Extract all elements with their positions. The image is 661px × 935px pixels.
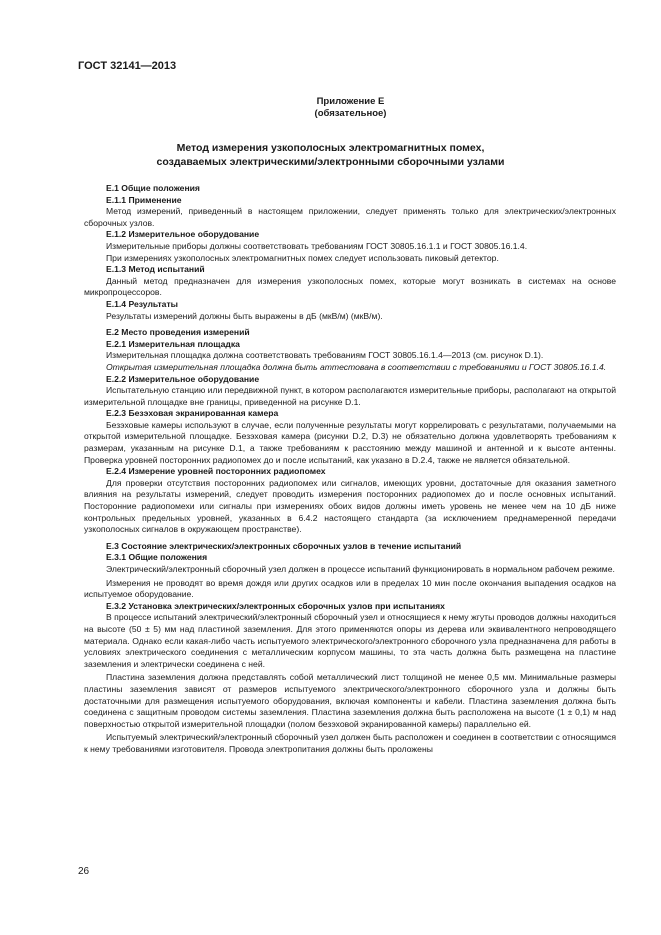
subsection-heading-e22: Е.2.2 Измерительное оборудование [106,373,260,384]
subsection-heading-e12: Е.1.2 Измерительное оборудование [106,229,260,240]
subsection-heading-e21: Е.2.1 Измерительная площадка [106,338,240,349]
subsection-heading-e14: Е.1.4 Результаты [106,298,178,309]
document-body [84,183,616,756]
paragraph-e12-2: При измерениях узкополосных электромагнитных помех следует использовать пиковый детектор. [106,252,499,263]
paragraph-e32-1: В процессе испытаний электрический/электронный сборочный узел и относящиеся к нему жгуты проводов должны находиться на высоте (50 ± 5) мм над пластиной заземления. Для этого применяются опоры из дерева или эквивалентного непроводящего материала. Однако если какая-либо часть испытуемого электрического/электронного сборочного узла предназначена для работы в условиях электрического соединения с металлическим корпусом машины, то эта часть должна быть размещена на пластине заземления и электрически соединена с ней. [84,612,616,669]
subsection-heading-e32: Е.3.2 Установка электрических/электронных сборочных узлов при испытаниях [106,600,445,611]
annex-heading [0,96,661,120]
annex-status: (обязательное) [314,108,387,119]
annex-title: Приложение Е [316,96,385,107]
paragraph-e21-1: Измерительная площадка должна соответствовать требованиям ГОСТ 30805.16.1.4—2013 (см. рисунок D.1). [106,350,544,361]
subsection-heading-e13: Е.1.3 Метод испытаний [106,264,205,275]
paragraph-e31-2: Измерения не проводят во время дождя или других осадков или в пределах 10 мин после окончания выпадения осадков на испытуемое оборудование. [84,577,616,600]
subsection-heading-e23: Е.2.3 Безэховая экранированная камера [106,408,279,419]
paragraph-e21-2: Открытая измерительная площадка должна быть аттестована в соответствии с требованиями и ГОСТ 30805.16.1.4. [106,361,607,372]
paragraph-e11-1: Метод измерений, приведенный в настоящем приложении, следует применять только для электрических/электронных сборочных узлов. [84,206,616,228]
annex-main-title [78,141,583,169]
paragraph-e22-1: Испытательную станцию или передвижной пункт, в котором располагаются измерительные приборы, располагают на открытой измерительной площадке вне границы, приведенной на рисунке D.1. [84,385,616,407]
title-line-1: Метод измерения узкополосных электромагнитных помех, [176,142,485,154]
page-number: 26 [78,866,90,877]
paragraph-e13-1: Данный метод предназначен для измерения узкополосных помех, которые могут возникать в системах на основе микропроцессоров. [84,275,616,298]
paragraph-e32-3: Испытуемый электрический/электронный сборочный узел должен быть расположен и соединен в соответствии с относящимся к нему требованиями изготовителя. Провода электропитания должны быть проложены [84,732,616,754]
paragraph-e12-1: Измерительные приборы должны соответствовать требованиям ГОСТ 30805.16.1.1 и ГОСТ 30805.16.1.4. [106,240,528,251]
section-heading-e2: Е.2 Место проведения измерений [106,327,250,338]
paragraph-e23-1: Безэховые камеры используют в случае, если полученные результаты могут коррелировать с результатами, получаемыми на открытой измерительной площадке. Безэховая камера (рисунки D.2, D.3) не обязательно должна удовлетворять требованиям к размерам, указанным на рисунке D.1, а также требованиям к расстоянию между машиной и антенной и к высоте антенны. Проверка уровней посторонних радиопомех до и после испытаний, как указано в D.2.4, также не является обязательной. [84,419,616,465]
subsection-heading-e31: Е.3.1 Общие положения [106,552,208,563]
paragraph-e32-2: Пластина заземления должна представлять собой металлический лист толщиной не менее 0,5 мм. Минимальные размеры пластины заземления зависят от размеров испытуемого электрического/электронного сборочного узла и должны быть достаточными для размещения испытуемого оборудования, включая компоненты и кабели. Пластина заземления должна быть соединена с защитным проводом системы заземления. Пластина заземления должна быть расположена на высоте (1 ± 0,1) м над поверхностью открытой измерительной площадки (полом безэховой экранированной камеры) параллельно ей. [84,672,616,729]
paragraph-e31-1: Электрический/электронный сборочный узел должен в процессе испытаний функционировать в нормальном рабочем режиме. [106,564,615,574]
subsection-heading-e24: Е.2.4 Измерение уровней посторонних радиопомех [106,466,326,477]
subsection-heading-e11: Е.1.1 Применение [106,194,182,205]
paragraph-e14-1: Результаты измерений должны быть выражены в дБ (мкВ/м) (мкВ/м). [106,310,383,321]
paragraph-e24-1: Для проверки отсутствия посторонних радиопомех или сигналов, имеющих уровни, достаточные для оказания заметного влияния на результаты измерений, следует проводить измерения посторонних радиопомех до и после основных испытаний. Посторонние радиопомехи или сигналы при измерениях обоих видов должны иметь уровень не менее чем на 10 дБ ниже контрольных предельных уровней, указанных в 6.4.2 настоящего стандарта (за исключением преднамеренной передачи узкополосных сигналов в окружающем пространстве). [84,477,616,535]
title-line-2: создаваемых электрическими/электронными сборочными узлами [156,156,505,168]
document-header-standard: ГОСТ 32141—2013 [78,60,177,72]
section-heading-e1: Е.1 Общие положения [106,183,200,193]
section-heading-e3: Е.3 Состояние электрических/электронных сборочных узлов в течение испытаний [106,540,462,551]
